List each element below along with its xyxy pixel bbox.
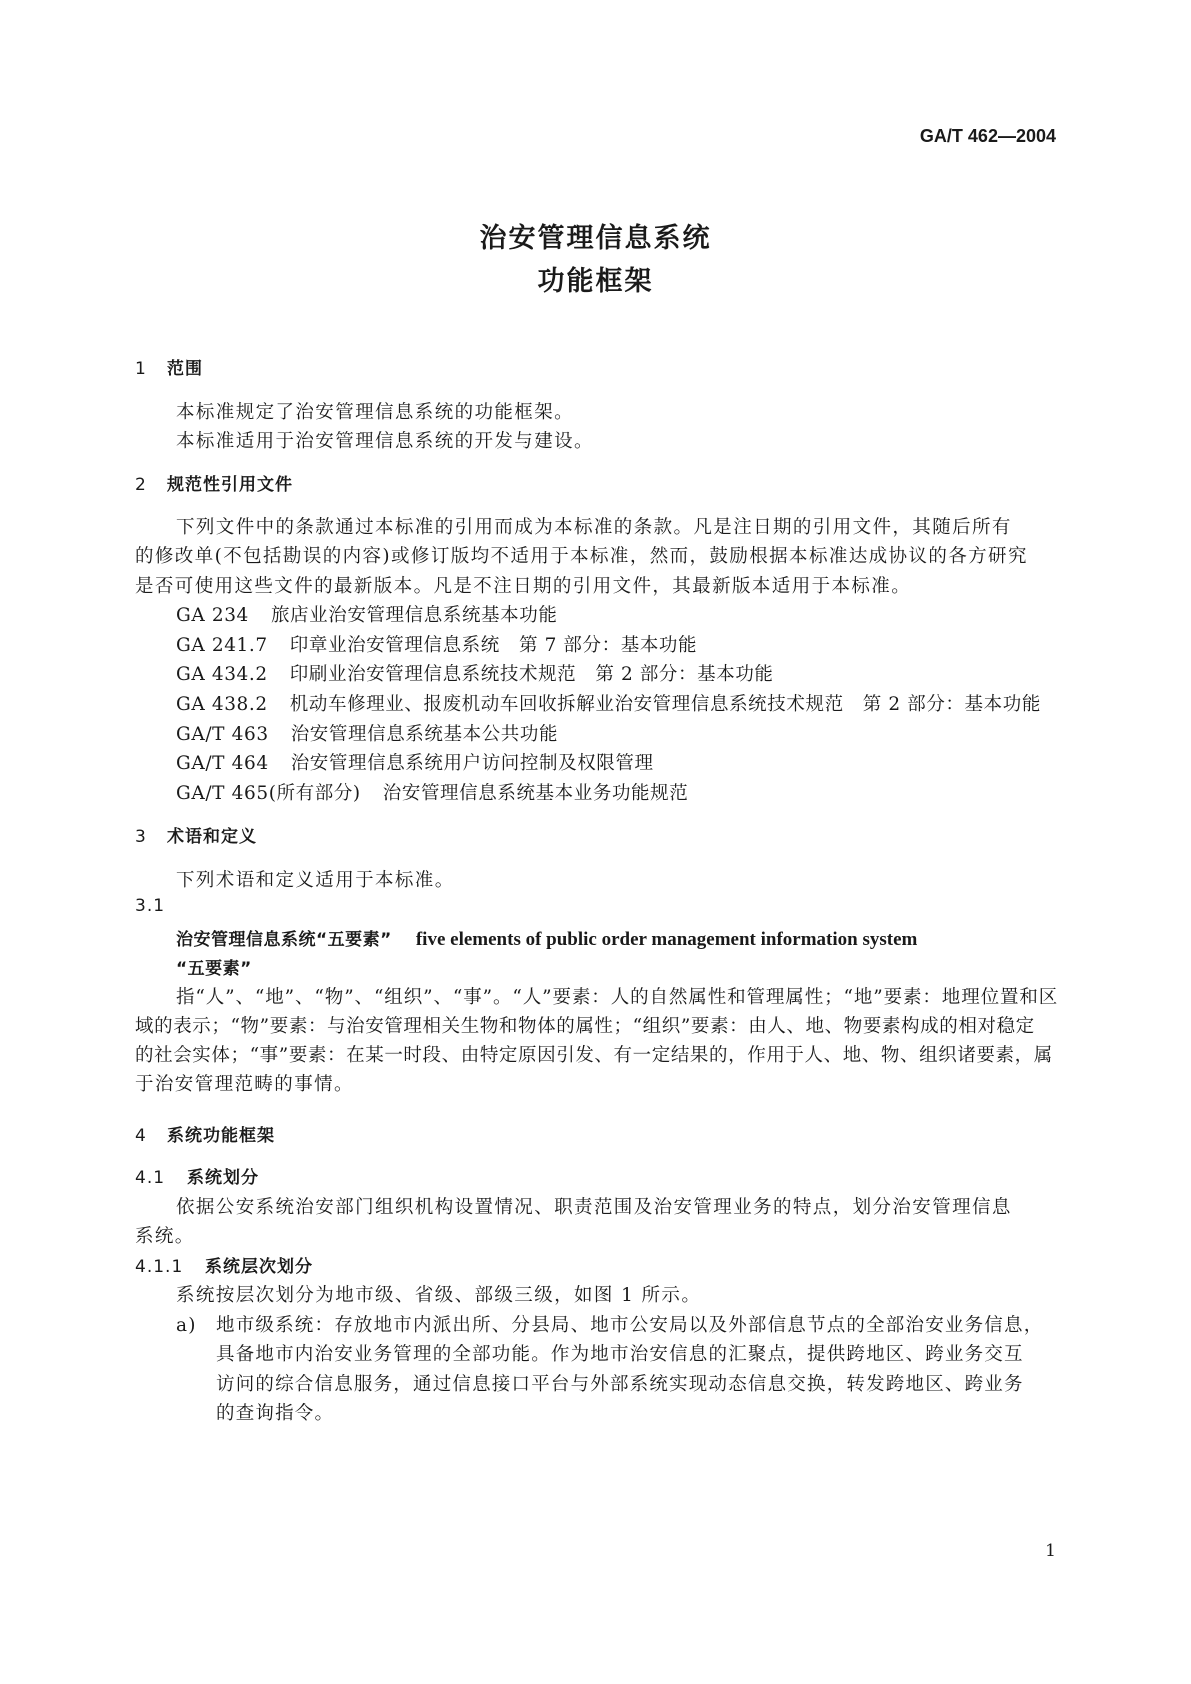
section-1-heading	[135, 354, 203, 379]
term-entry	[176, 925, 917, 951]
reference-code: GA 241.7	[176, 635, 268, 656]
list-item-line: 的查询指令。	[216, 1403, 335, 1424]
section-2-heading	[135, 470, 293, 495]
paragraph-line: 的修改单(不包括勘误的内容)或修订版均不适用于本标准，然而，鼓励根据本标准达成协议的各方研究	[135, 546, 1028, 567]
paragraph-line: 是否可使用这些文件的最新版本。凡是不注日期的引用文件，其最新版本适用于本标准。	[135, 576, 912, 597]
term-chinese: 治安管理信息系统“五要素”	[176, 930, 392, 950]
reference-title: 治安管理信息系统基本公共功能	[290, 724, 559, 745]
section-title: 规范性引用文件	[167, 475, 293, 495]
subsection-4-1-1-heading	[135, 1252, 313, 1277]
reference-item	[176, 660, 774, 686]
definition-line: 于治安管理范畴的事情。	[135, 1074, 354, 1095]
list-item-a	[176, 1311, 1043, 1337]
section-number: 3	[135, 827, 147, 847]
section-title: 术语和定义	[167, 827, 257, 847]
subsection-number: 4.1.1	[135, 1257, 184, 1277]
title-line-2: 功能框架	[537, 266, 654, 297]
reference-item	[176, 720, 558, 746]
reference-item	[176, 601, 557, 627]
reference-code: GA 434.2	[176, 664, 268, 685]
section-number: 4	[135, 1126, 147, 1146]
reference-title: 治安管理信息系统用户访问控制及权限管理	[290, 753, 654, 774]
term-alias: “五要素”	[176, 959, 252, 979]
definition-line: 指“人”、“地”、“物”、“组织”、“事”。“人”要素：人的自然属性和管理属性；“地”要素：地理位置和区	[176, 987, 1059, 1008]
section-3-heading	[135, 822, 257, 847]
paragraph-line: 下列文件中的条款通过本标准的引用而成为本标准的条款。凡是注日期的引用文件，其随后所有	[176, 517, 1012, 538]
list-item-line: 访问的综合信息服务，通过信息接口平台与外部系统实现动态信息交换，转发跨地区、跨业务	[216, 1374, 1024, 1395]
definition-line: 域的表示；“物”要素：与治安管理相关生物和物体的属性；“组织”要素：由人、地、物要素构成的相对稳定	[135, 1016, 1035, 1037]
clause-number: 3.1	[135, 896, 166, 916]
section-title: 系统功能框架	[167, 1126, 275, 1146]
section-title: 范围	[167, 359, 203, 379]
subsection-4-1-heading	[135, 1163, 259, 1188]
reference-code: GA/T 464	[176, 753, 269, 774]
reference-item	[176, 631, 697, 657]
reference-item	[176, 749, 654, 775]
reference-title: 印章业治安管理信息系统 第 7 部分：基本功能	[289, 635, 698, 656]
reference-item	[176, 779, 688, 805]
definition-line: 的社会实体；“事”要素：在某一时段、由特定原因引发、有一定结果的，作用于人、地、物、组织诸要素，属	[135, 1045, 1053, 1066]
subsection-title: 系统层次划分	[205, 1257, 313, 1277]
page-number: 1	[1045, 1541, 1056, 1561]
section-number: 2	[135, 475, 147, 495]
paragraph-line: 下列术语和定义适用于本标准。	[176, 870, 455, 891]
reference-title: 机动车修理业、报废机动车回收拆解业治安管理信息系统技术规范 第 2 部分：基本功能	[289, 694, 1041, 715]
reference-code: GA/T 463	[176, 724, 269, 745]
list-label: a)	[176, 1315, 197, 1336]
title-line-1: 治安管理信息系统	[479, 223, 712, 254]
subsection-title: 系统划分	[187, 1168, 259, 1188]
paragraph-line: 系统按层次划分为地市级、省级、部级三级，如图 1 所示。	[176, 1285, 702, 1306]
list-item-line: 具备地市内治安业务管理的全部功能。作为地市治安信息的汇聚点，提供跨地区、跨业务交互	[216, 1344, 1024, 1365]
paragraph-line: 依据公安系统治安部门组织机构设置情况、职责范围及治安管理业务的特点，划分治安管理信息	[176, 1197, 1012, 1218]
paragraph-line: 本标准规定了治安管理信息系统的功能框架。	[176, 402, 575, 423]
term-english: five elements of public order management information system	[415, 929, 918, 950]
reference-code: GA 438.2	[176, 694, 268, 715]
document-number: GA/T 462—2004	[919, 126, 1056, 146]
subsection-number: 4.1	[135, 1168, 166, 1188]
reference-title: 印刷业治安管理信息系统技术规范 第 2 部分：基本功能	[289, 664, 774, 685]
section-4-heading	[135, 1121, 275, 1146]
reference-title: 旅店业治安管理信息系统基本功能	[270, 605, 558, 626]
paragraph-line: 系统。	[135, 1226, 195, 1247]
reference-code: GA/T 465(所有部分)	[176, 783, 361, 804]
reference-item	[176, 690, 1041, 716]
list-text: 地市级系统：存放地市内派出所、分县局、地市公安局以及外部信息节点的全部治安业务信息，	[216, 1315, 1044, 1336]
reference-title: 治安管理信息系统基本业务功能规范	[382, 783, 689, 804]
section-number: 1	[135, 359, 147, 379]
paragraph-line: 本标准适用于治安管理信息系统的开发与建设。	[176, 431, 594, 452]
reference-code: GA 234	[176, 605, 249, 626]
